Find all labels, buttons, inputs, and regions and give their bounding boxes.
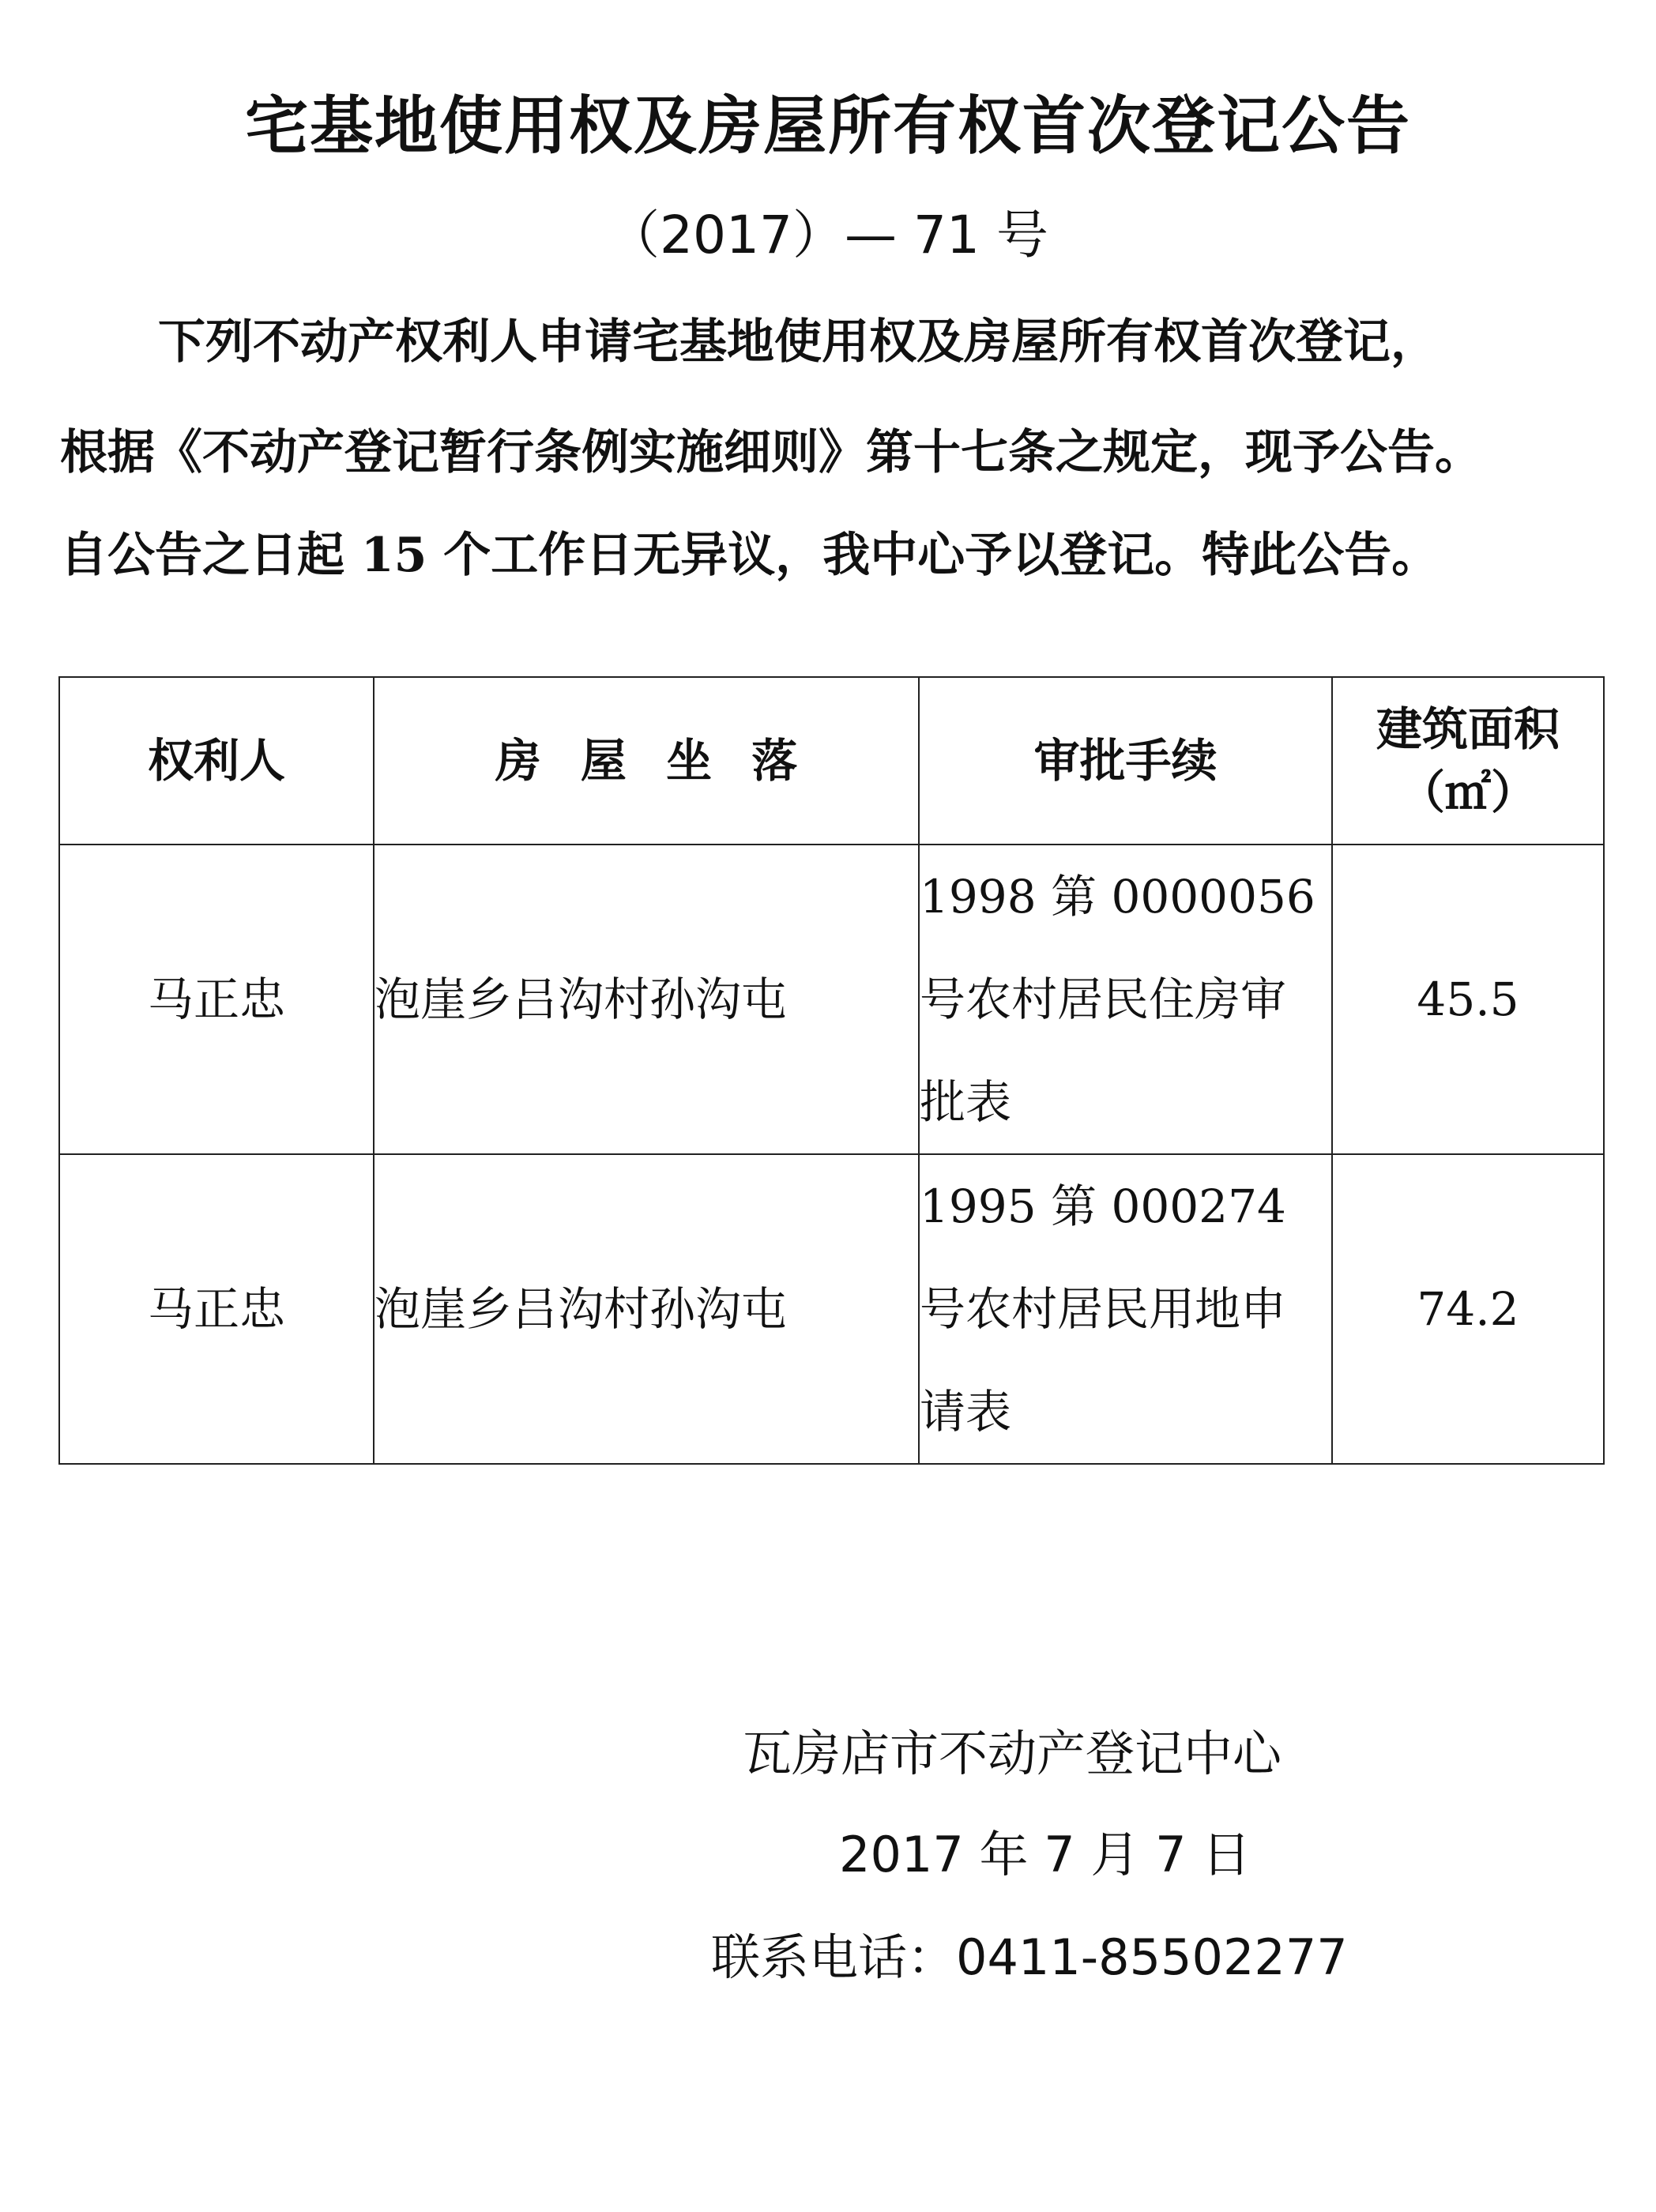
header-area [1332,677,1604,845]
cell-area: 74.2 [1332,1154,1604,1464]
notice-paragraph-line-3: 自公告之日起 15 个工作日无异议，我中心予以登记。特此公告。 [60,528,1440,583]
cell-holder: 马正忠 [59,845,374,1154]
notice-paragraph-line-2: 根据《不动产登记暂行条例实施细则》第十七条之规定，现予公告。 [60,425,1482,480]
cell-location: 泡崖乡吕沟村孙沟屯 [374,1154,919,1464]
cell-location: 泡崖乡吕沟村孙沟屯 [374,845,919,1154]
header-area-label: 建筑面积 [1376,702,1560,756]
notice-number: （2017）— 71 号 [608,205,1048,265]
cell-holder: 马正忠 [59,1154,374,1464]
notice-paragraph-line-1: 下列不动产权利人申请宅基地使用权及房屋所有权首次登记， [158,314,1438,370]
issuing-organization: 瓦房店市不动产登记中心 [743,1725,1282,1782]
registration-table [58,676,1605,1465]
header-location: 房 屋 坐 落 [374,677,919,845]
notice-title: 宅基地使用权及房屋所有权首次登记公告 [245,89,1411,163]
issue-date: 2017 年 7 月 7 日 [839,1826,1251,1883]
table-row [59,845,1604,1154]
header-holder: 权利人 [59,677,374,845]
header-approval: 审批手续 [919,677,1332,845]
contact-phone: 联系电话：0411-85502277 [711,1928,1348,1986]
cell-approval: 1998 第 0000056 号农村居民住房审批表 [919,845,1332,1154]
cell-area: 45.5 [1332,845,1604,1154]
cell-approval: 1995 第 000274 号农村居民用地申请表 [919,1154,1332,1464]
table-header-row [59,677,1604,845]
table-row [59,1154,1604,1464]
header-area-unit: （㎡） [1398,766,1537,819]
